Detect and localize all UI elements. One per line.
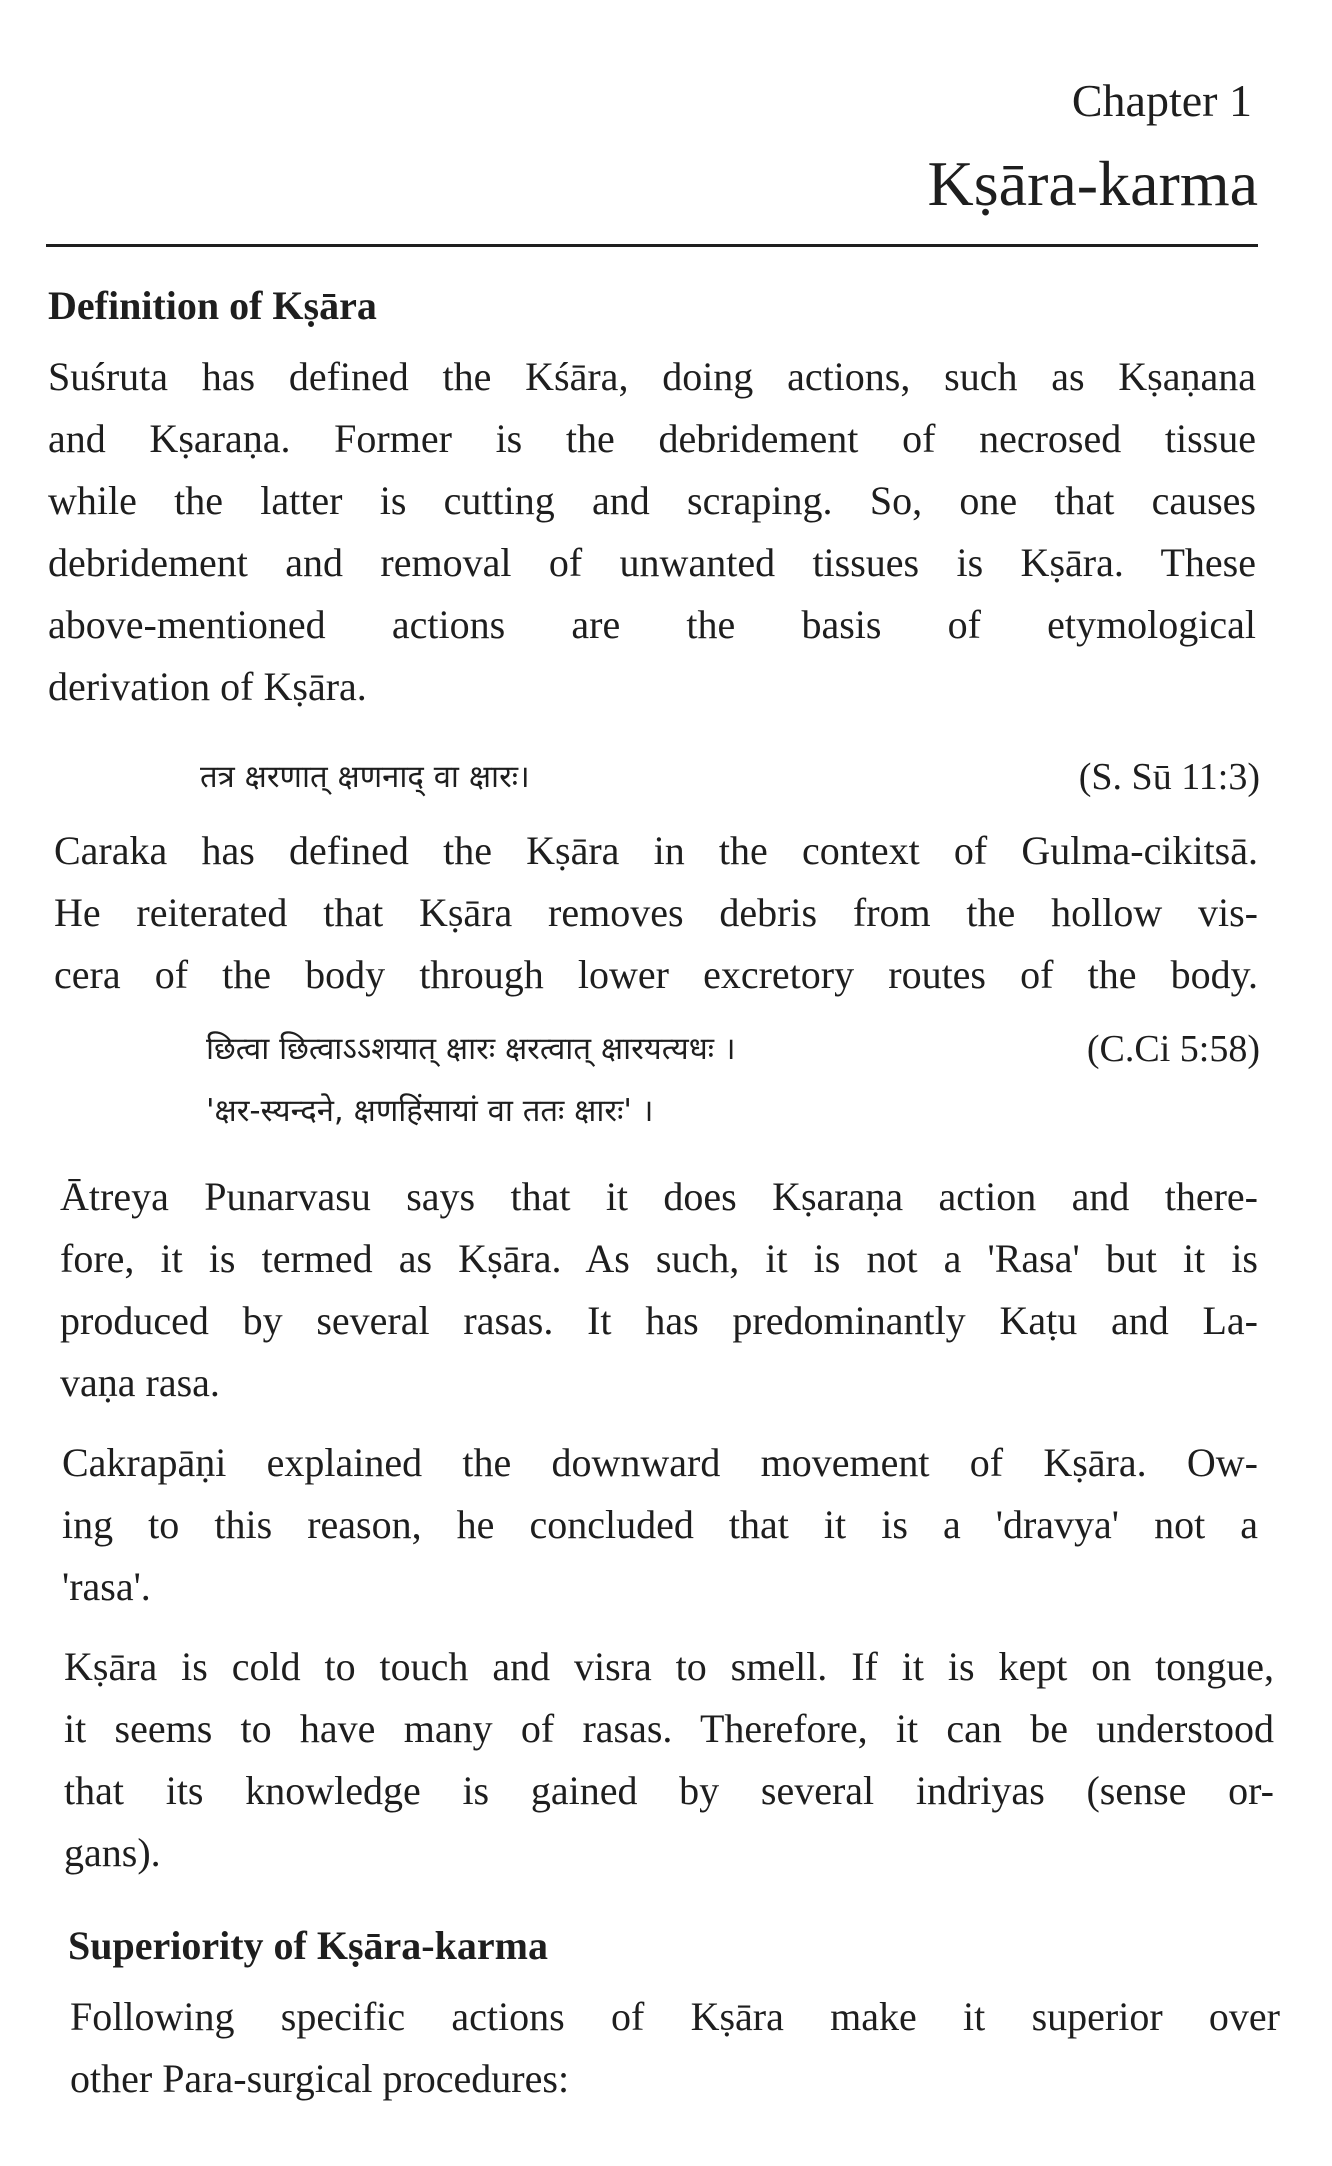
- text-line: while the latter is cutting and scraping. So, one that causes: [48, 478, 1256, 523]
- section-heading-definition: Definition of Kṣāra: [48, 283, 377, 328]
- text-line: Following specific actions of Kṣāra make it superior over: [70, 1994, 1280, 2039]
- text-line: Caraka has defined the Kṣāra in the context of Gulma-cikitsā.: [54, 828, 1258, 873]
- verse-reference-2: (C.Ci 5:58): [1086, 1028, 1260, 1070]
- text-line: Ātreya Punarvasu says that it does Kṣaraṇa action and there-: [60, 1174, 1258, 1219]
- chapter-title: Kṣāra-karma: [927, 148, 1258, 219]
- text-line: Suśruta has defined the Kśāra, doing actions, such as Kṣaṇana: [48, 354, 1256, 399]
- paragraph-susruta: [48, 346, 1256, 718]
- text-line: other Para-surgical procedures:: [70, 2056, 570, 2101]
- paragraph-ksara-properties: [64, 1636, 1274, 1884]
- text-line: produced by several rasas. It has predominantly Kaṭu and La-: [60, 1298, 1258, 1343]
- chapter-label: Chapter 1: [1071, 75, 1252, 126]
- paragraph-cakrapani: [62, 1432, 1258, 1618]
- text-line: 'rasa'.: [62, 1564, 151, 1609]
- paragraph-superiority: [70, 1986, 1280, 2110]
- sanskrit-verse-1: तत्र क्षरणात् क्षणनाद् वा क्षारः।: [200, 759, 530, 795]
- sanskrit-verse-2b: 'क्षर-स्यन्दने, क्षणहिंसायां वा ततः क्षारः' ।: [206, 1093, 654, 1129]
- text-line: vaṇa rasa.: [60, 1360, 220, 1405]
- text-line: and Kṣaraṇa. Former is the debridement of necrosed tissue: [48, 416, 1256, 461]
- text-line: derivation of Kṣāra.: [48, 664, 367, 709]
- text-line: Cakrapāṇi explained the downward movement of Kṣāra. Ow-: [62, 1440, 1258, 1485]
- text-line: Kṣāra is cold to touch and visra to smell. If it is kept on tongue,: [64, 1644, 1274, 1689]
- header-rule: [46, 244, 1258, 247]
- text-line: that its knowledge is gained by several indriyas (sense or-: [64, 1768, 1274, 1813]
- text-line: gans).: [64, 1830, 161, 1875]
- text-line: it seems to have many of rasas. Therefore, it can be understood: [64, 1706, 1274, 1751]
- paragraph-atreya: [60, 1166, 1258, 1414]
- text-line: ing to this reason, he concluded that it is a 'dravya' not a: [62, 1502, 1258, 1547]
- paragraph-caraka: [54, 820, 1258, 1006]
- section-heading-superiority: Superiority of Kṣāra-karma: [68, 1923, 548, 1968]
- text-line: debridement and removal of unwanted tissues is Kṣāra. These: [48, 540, 1256, 585]
- text-line: above-mentioned actions are the basis of etymological: [48, 602, 1256, 647]
- text-line: fore, it is termed as Kṣāra. As such, it is not a 'Rasa' but it is: [60, 1236, 1258, 1281]
- sanskrit-verse-2a: छित्वा छित्वाऽऽशयात् क्षारः क्षरत्वात् क्षारयत्यधः ।: [206, 1031, 736, 1067]
- text-line: cera of the body through lower excretory routes of the body.: [54, 952, 1258, 997]
- text-line: He reiterated that Kṣāra removes debris from the hollow vis-: [54, 890, 1258, 935]
- verse-reference-1: (S. Sū 11:3): [1078, 756, 1260, 798]
